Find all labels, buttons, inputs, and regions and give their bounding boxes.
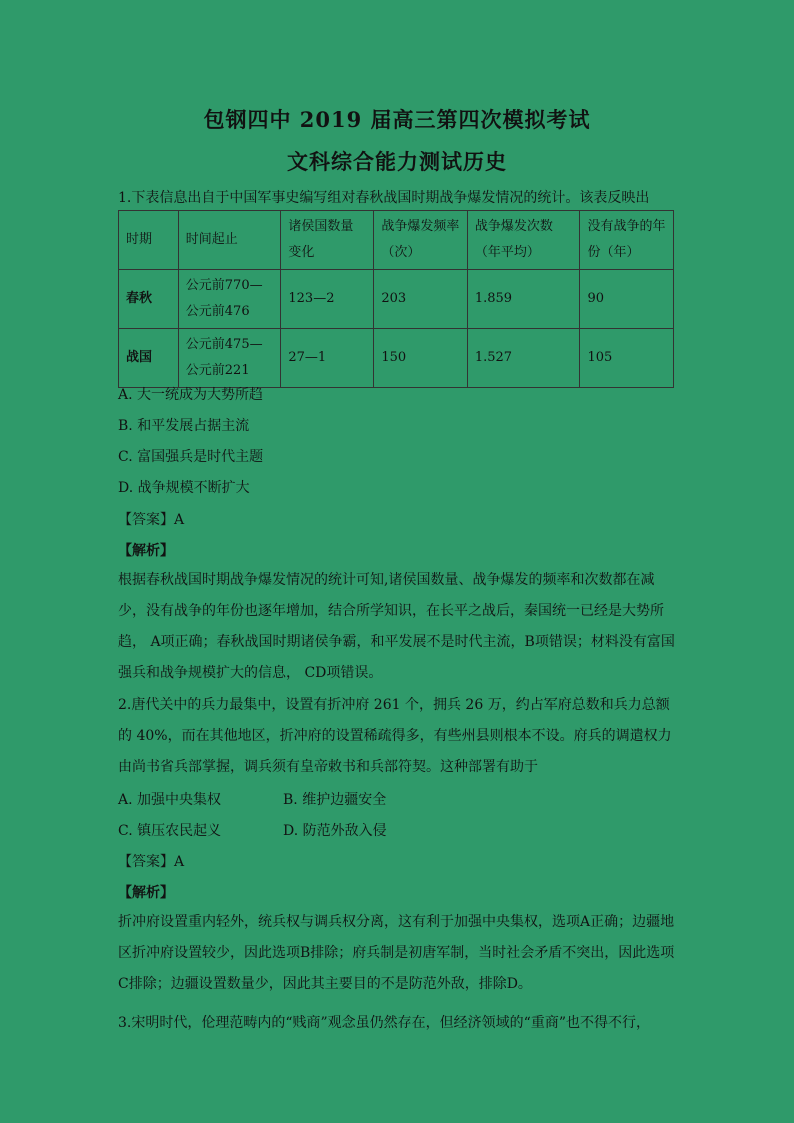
q2-stem: 2.唐代关中的兵力最集中，设置有折冲府 261 个，拥兵 26 万，约占军府总数和兵力总额的 40%，而在其他地区，折冲府的设置稀疏得多，有些州县则根本不设。府兵的调遣权力由尚书省兵部掌握，调兵须有皇帝敕书和兵部符契。这种部署有助于 [118,697,672,775]
table-header-cell: 战争爆发频率（次） [374,211,467,270]
table-header-cell: 没有战争的年份（年） [580,211,674,270]
table-cell: 1.859 [467,270,580,329]
q3-stem: 3.宋明时代，伦理范畴内的“贱商”观念虽仍然存在，但经济领域的“重商”也不得不行， [118,1015,650,1031]
table-header-row [119,211,674,270]
exam-title: 包钢四中 2019 届高三第四次模拟考试 [203,107,591,132]
table-cell: 123—2 [281,270,374,329]
table-cell: 90 [580,270,674,329]
q1-answer: 【答案】A [118,512,185,528]
q1-option-a: A. 大一统成为大势所趋 [118,387,264,403]
table-cell: 公元前770—公元前476 [178,270,281,329]
exam-subtitle: 文科综合能力测试历史 [287,149,507,174]
q2-analysis: 折冲府设置重内轻外，统兵权与调兵权分离，这有利于加强中央集权，选项A正确；边疆地区折冲府设置较少，因此选项B排除；府兵制是初唐军制，当时社会矛盾不突出，因此选项C排除；边疆设置数量少，因此其主要目的不是防范外敌，排除D。 [118,914,675,992]
table-cell: 公元前475—公元前221 [178,329,281,388]
table-cell: 战国 [119,329,179,388]
q1-option-b: B. 和平发展占据主流 [118,418,250,434]
table-header-cell: 战争爆发次数（年平均） [467,211,580,270]
q2-option-d: D. 防范外敌入侵 [283,823,387,839]
q2-option-b: B. 维护边疆安全 [283,792,387,808]
table-row [119,329,674,388]
q1-analysis-label: 【解析】 [118,543,174,559]
table-row [119,270,674,329]
q1-stem: 1.下表信息出自于中国军事史编写组对春秋战国时期战争爆发情况的统计。该表反映出 [118,190,650,206]
q2-option-a: A. 加强中央集权 [118,792,222,808]
q2-analysis-label: 【解析】 [118,885,174,901]
table-cell: 203 [374,270,467,329]
q1-option-c: C. 富国强兵是时代主题 [118,449,264,465]
table-cell: 春秋 [119,270,179,329]
q1-table [118,210,674,388]
table-cell: 105 [580,329,674,388]
q1-option-d: D. 战争规模不断扩大 [118,480,250,496]
q1-analysis: 根据春秋战国时期战争爆发情况的统计可知,诸侯国数量、战争爆发的频率和次数都在减少，没有战争的年份也逐年增加，结合所学知识，在长平之战后，秦国统一已经是大势所趋， A项正确；春秋战国时期诸侯争霸，和平发展不是时代主流，B项错误；材料没有富国强兵和战争规模扩大的信息， CD项错误。 [118,572,675,681]
table-cell: 150 [374,329,467,388]
q2-answer: 【答案】A [118,854,185,870]
q2-option-c: C. 镇压农民起义 [118,823,222,839]
table-header-cell: 时间起止 [178,211,281,270]
table-header-cell: 诸侯国数量变化 [281,211,374,270]
table-cell: 27—1 [281,329,374,388]
table-cell: 1.527 [467,329,580,388]
table-header-cell: 时期 [119,211,179,270]
